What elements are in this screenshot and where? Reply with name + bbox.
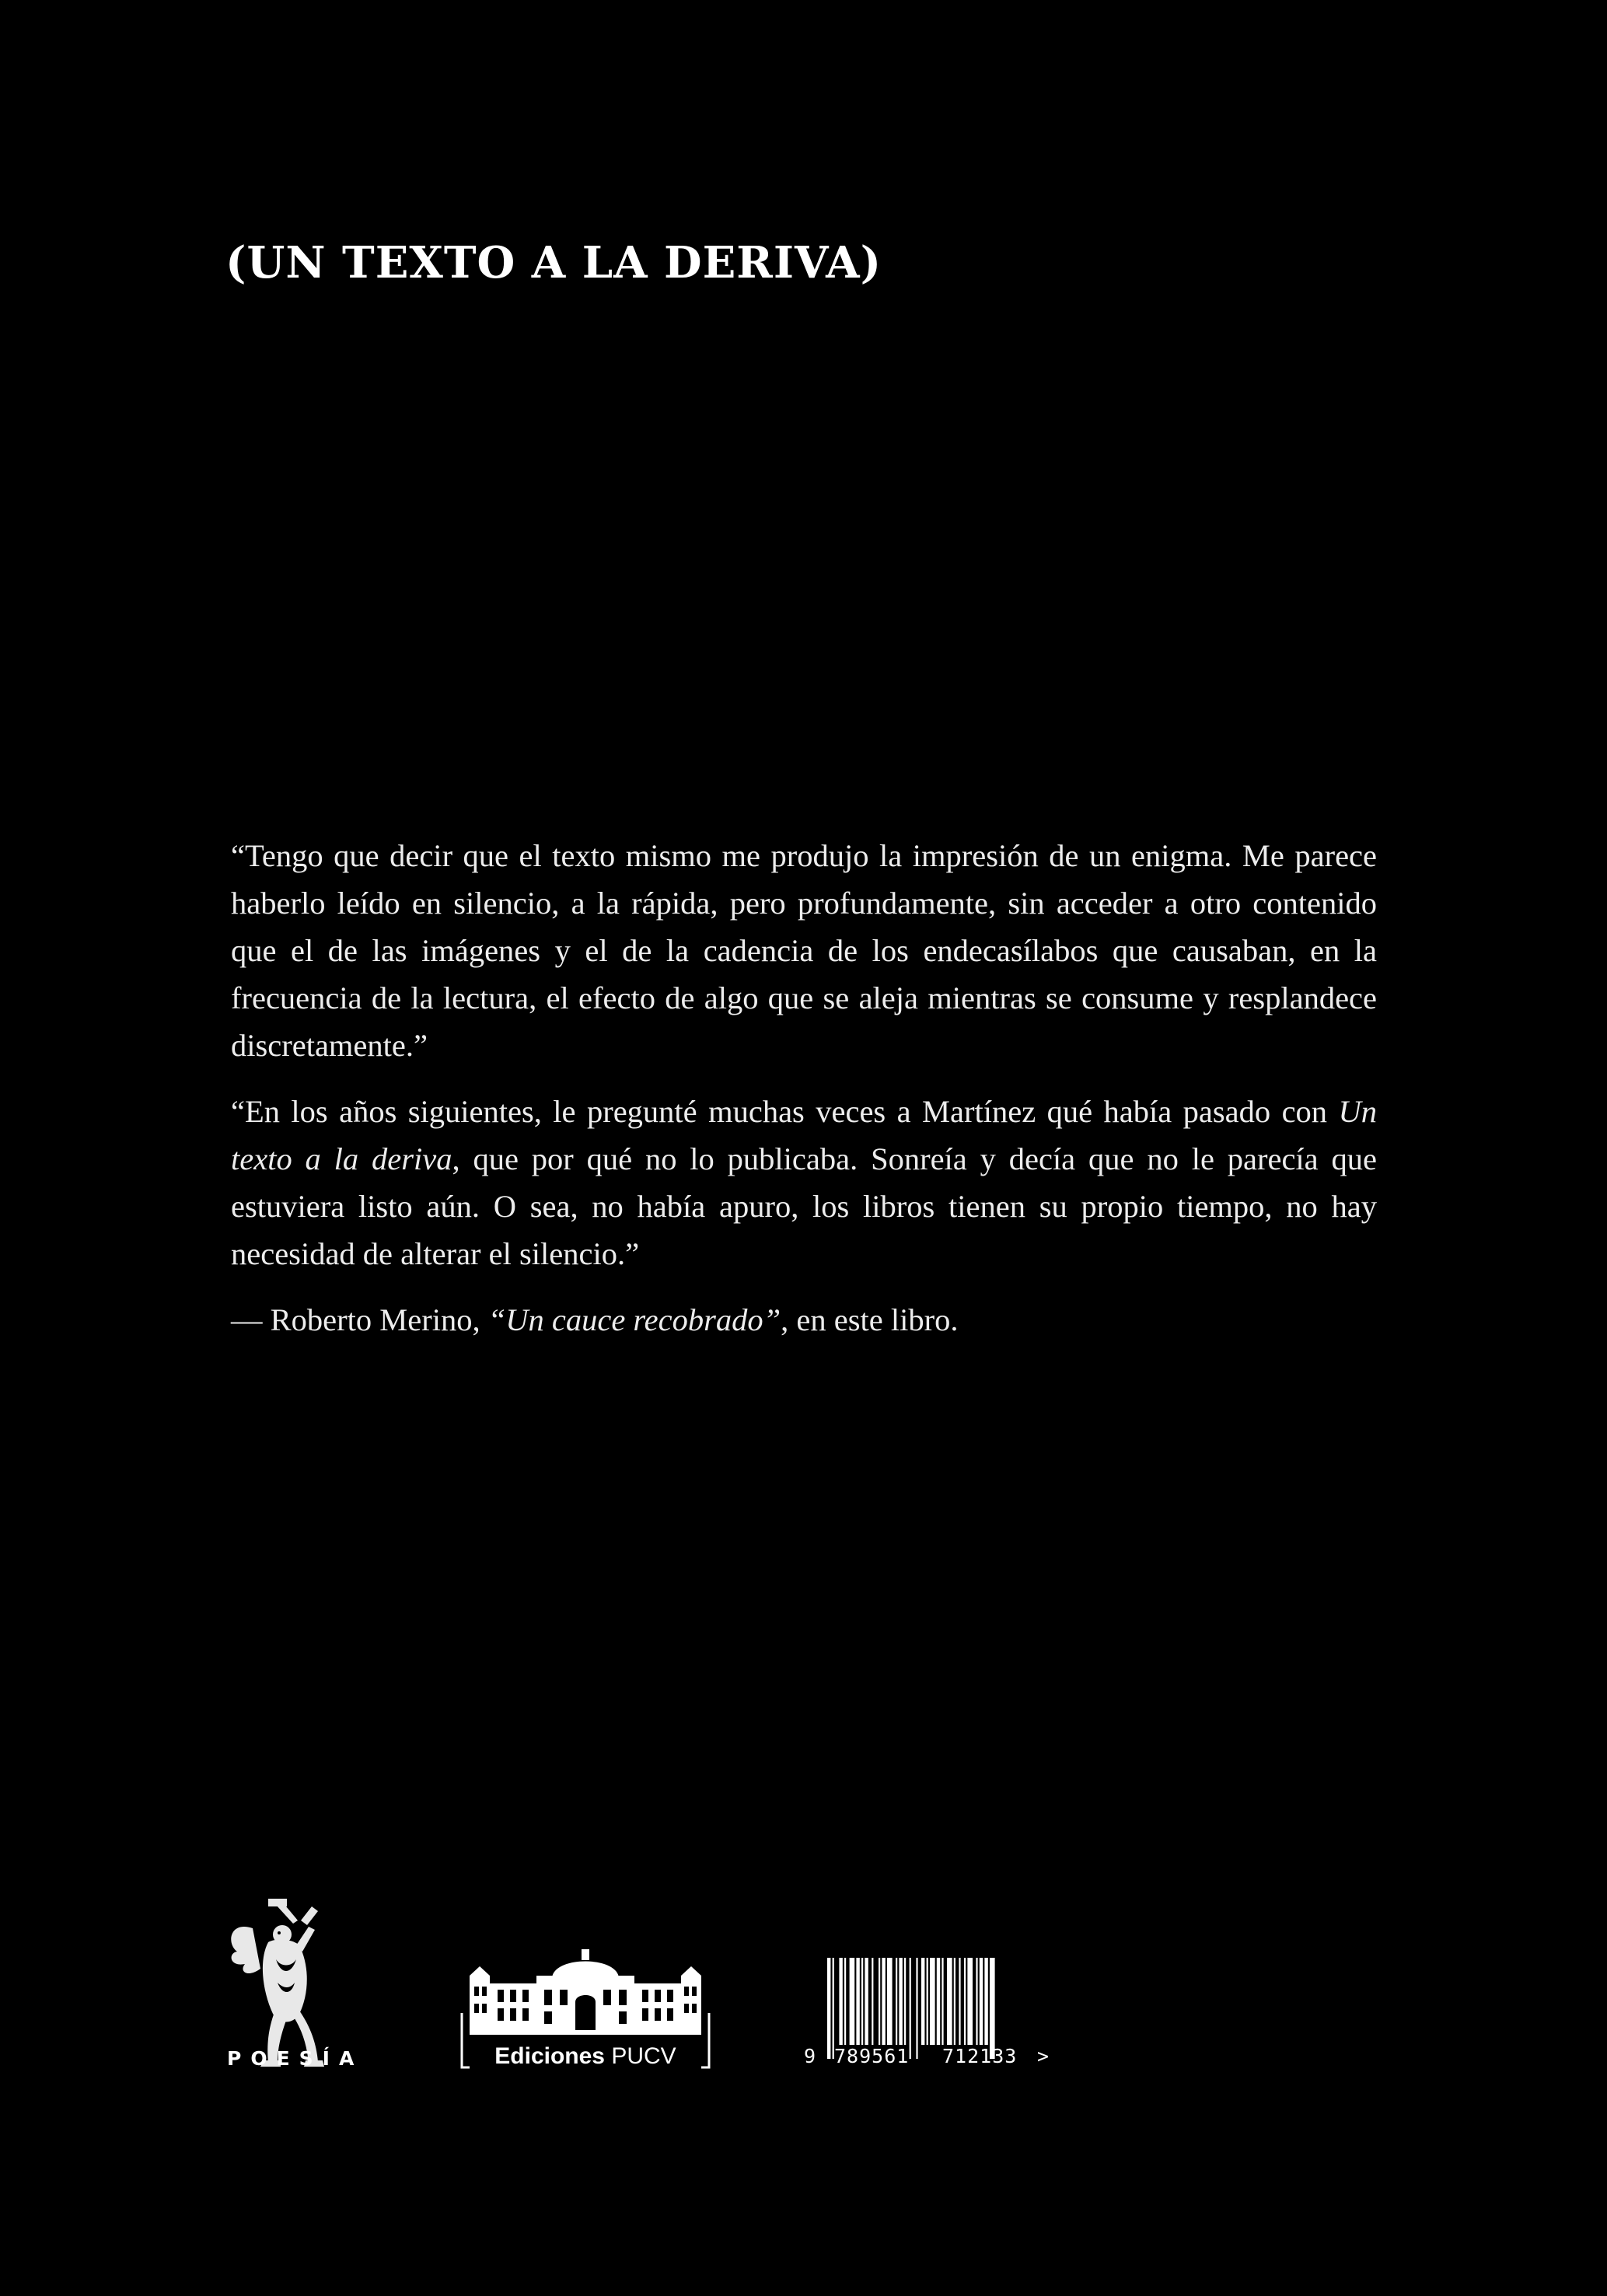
barcode-bar	[850, 1958, 855, 2045]
barcode-bar	[827, 1958, 830, 2059]
attribution-essay-title: “Un cauce recobrado”	[487, 1302, 781, 1337]
collection-label: POESÍA	[227, 2047, 364, 2070]
barcode-bar	[856, 1958, 859, 2045]
barcode-bar	[947, 1958, 952, 2045]
barcode-bar	[916, 1958, 917, 2059]
barcode-bar	[896, 1958, 897, 2045]
publisher-label-name: PUCV	[611, 2043, 676, 2069]
barcode-digit-first: 9	[804, 2045, 817, 2067]
barcode-bar	[833, 1958, 834, 2059]
quote-2-end: , que por qué no lo publicaba. Sonreía y decía que no le parecía que estuviera listo aún. O sea, no había apuro, los libros tienen su propio tiempo, no hay necesidad de alterar el silencio.”	[231, 1141, 1377, 1271]
barcode-bar	[882, 1958, 885, 2045]
barcode-digits-group-1: 789561	[834, 2045, 910, 2067]
attribution-end: , en este libro.	[781, 1302, 959, 1337]
quote-paragraph-1: “Tengo que decir que el texto mismo me produjo la impresión de un enigma. Me parece haberlo leído en silencio, a la rápida, pero profundamente, sin acceder a otro contenido que el de las imágenes y el de la cadencia de los endecasílabos que causaban, en la frecuencia de la lectura, el efecto de algo que se aleja mientras se consume y resplandece discretamente.”	[231, 838, 1377, 1063]
barcode-bar	[980, 1958, 983, 2045]
barcode-bar	[872, 1958, 873, 2045]
barcode-bar	[937, 1958, 940, 2045]
publisher-label	[463, 2043, 707, 2070]
attribution	[231, 1296, 1377, 1344]
barcode-bar	[839, 1958, 842, 2045]
barcode-bar	[990, 1958, 995, 2059]
barcode-bar	[904, 1958, 906, 2045]
barcode-bar	[967, 1958, 973, 2045]
barcode-bar	[984, 1958, 987, 2045]
back-cover-blurb	[231, 832, 1377, 1362]
barcode-bar	[844, 1958, 846, 2045]
quote-2-book-title: Un texto a la deriva	[231, 1094, 1377, 1176]
barcode-bar	[887, 1958, 893, 2045]
barcode-bar	[954, 1958, 955, 2045]
barcode-digit-end: >	[1037, 2045, 1050, 2067]
barcode-bar	[879, 1958, 880, 2045]
barcode-bar	[941, 1958, 943, 2045]
barcode-bar	[976, 1958, 977, 2045]
barcode-bar	[899, 1958, 902, 2045]
attribution-author: — Roberto Merino,	[231, 1302, 488, 1337]
barcode-bar	[930, 1958, 935, 2045]
barcode-digits-group-2: 712133	[942, 2045, 1018, 2067]
quote-paragraph-2	[231, 1088, 1377, 1277]
barcode-bar	[959, 1958, 960, 2045]
barcode-bar	[861, 1958, 863, 2045]
quote-2-start: “En los años siguientes, le pregunté muchas veces a Martínez qué había pasado con	[231, 1094, 1339, 1129]
barcode-bar	[865, 1958, 868, 2045]
barcode-bar	[927, 1958, 928, 2045]
barcode-bar	[910, 1958, 911, 2059]
publisher-label-bold: Ediciones	[494, 2043, 605, 2069]
barcode-bar	[921, 1958, 924, 2045]
book-title: (UN TEXTO A LA DERIVA)	[225, 237, 882, 288]
barcode-bar	[964, 1958, 966, 2045]
